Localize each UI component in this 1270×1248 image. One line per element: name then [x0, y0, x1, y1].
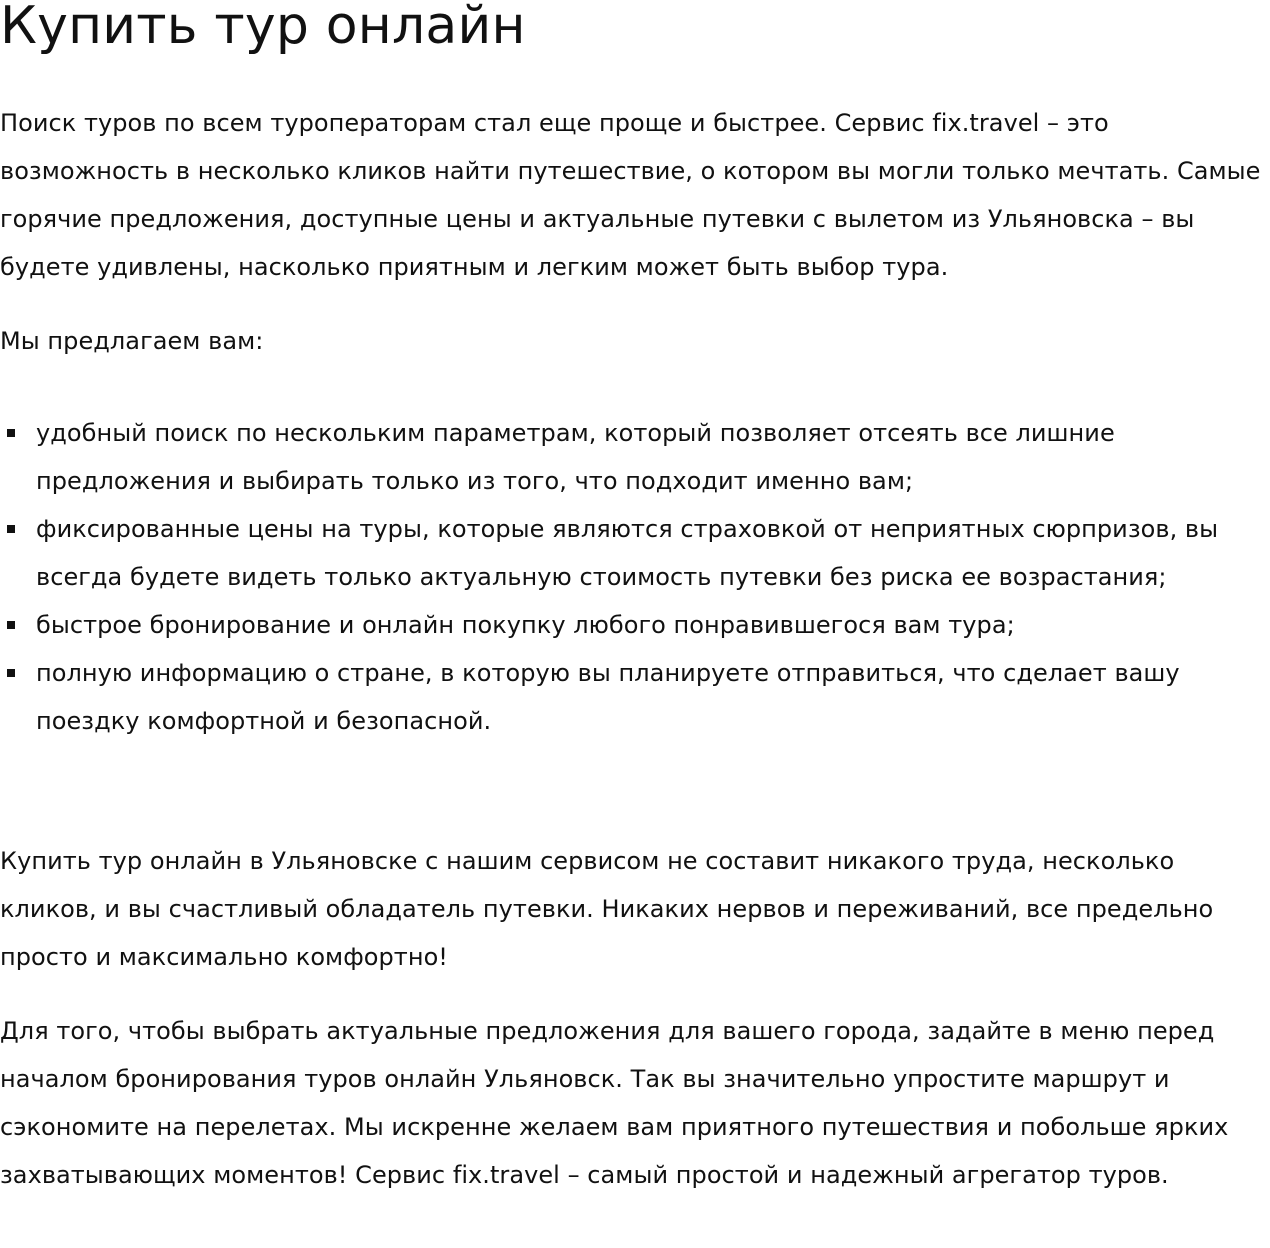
offer-lead: Мы предлагаем вам:: [0, 327, 264, 355]
list-item: [0, 649, 1270, 745]
page-title: Купить тур онлайн: [0, 0, 526, 56]
list-item-text: фиксированные цены на туры, которые являются страховкой от неприятных сюрпризов, вы всегда будете видеть только актуальную стоимость путевки без риска ее возрастания;: [36, 515, 1219, 591]
list-item: [0, 409, 1270, 505]
square-bullet-icon: [7, 429, 15, 437]
list-item: [0, 601, 1270, 649]
conclusion-paragraph: Купить тур онлайн в Ульяновске с нашим сервисом не составит никакого труда, несколько кликов, и вы счастливый обладатель путевки. Никаких нервов и переживаний, все предельно просто и максимально комфортно!: [0, 847, 1214, 971]
square-bullet-icon: [7, 621, 15, 629]
features-list: [0, 409, 1270, 745]
list-item-text: удобный поиск по нескольким параметрам, который позволяет отсеять все лишние предложения и выбирать только из того, что подходит именно вам;: [36, 419, 1115, 495]
square-bullet-icon: [7, 669, 15, 677]
intro-paragraph: Поиск туров по всем туроператорам стал еще проще и быстрее. Сервис fix.travel – это возможность в несколько кликов найти путешествие, о котором вы могли только мечтать. Самые горячие предложения, доступные цены и актуальные путевки с вылетом из Ульяновска – вы будете удивлены, насколько приятным и легким может быть выбор тура.: [0, 109, 1261, 281]
closing-paragraph: Для того, чтобы выбрать актуальные предложения для вашего города, задайте в меню перед началом бронирования туров онлайн Ульяновск. Так вы значительно упростите маршрут и сэкономите на перелетах. Мы искренне желаем вам приятного путешествия и побольше ярких захватывающих моментов! Сервис fix.travel – самый простой и надежный агрегатор туров.: [0, 1017, 1229, 1189]
square-bullet-icon: [7, 525, 15, 533]
list-item-text: полную информацию о стране, в которую вы планируете отправиться, что сделает вашу поездку комфортной и безопасной.: [36, 659, 1180, 735]
list-item: [0, 505, 1270, 601]
list-item-text: быстрое бронирование и онлайн покупку любого понравившегося вам тура;: [36, 611, 1015, 639]
